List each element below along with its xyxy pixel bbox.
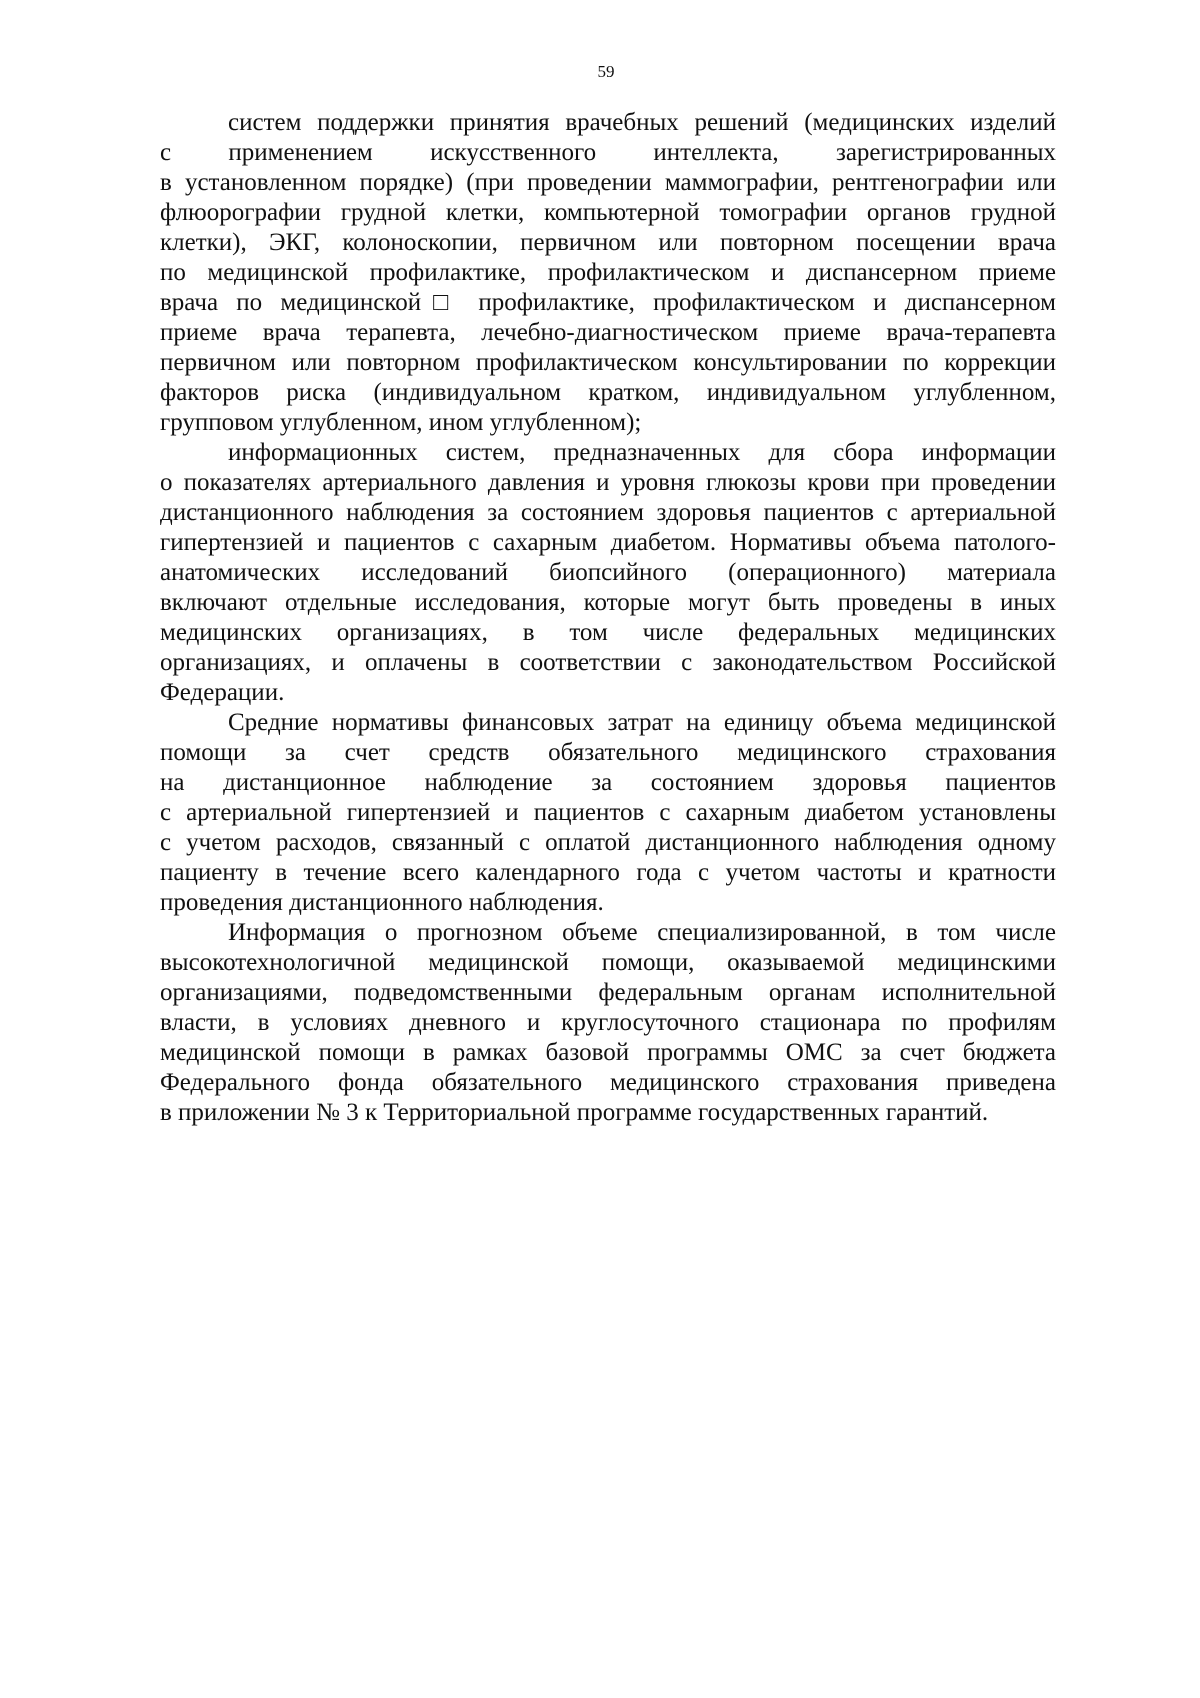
text-line: с применением искусственного интеллекта, зарегистрированных [160,139,1056,166]
text-line: медицинской помощи в рамках базовой программы ОМС за счет бюджета [160,1039,1056,1066]
text-line: гипертензией и пациентов с сахарным диабетом. Нормативы объема патолого- [160,529,1056,556]
text-line: медицинских организациях, в том числе федеральных медицинских [160,619,1056,646]
text-line: информационных систем, предназначенных для сбора информации [228,439,1056,466]
text-line: по медицинской профилактике, профилактическом и диспансерном приеме [160,259,1056,286]
text-line: пациенту в течение всего календарного года с учетом частоты и кратности [160,859,1056,886]
text-line: систем поддержки принятия врачебных решений (медицинских изделий [228,109,1056,136]
text-line: высокотехнологичной медицинской помощи, оказываемой медицинскими [160,949,1056,976]
text-line: организациями, подведомственными федеральным органам исполнительной [160,979,1056,1006]
text-line: с артериальной гипертензией и пациентов с сахарным диабетом установлены [160,799,1056,826]
text-line: клетки), ЭКГ, колоноскопии, первичном или повторном посещении врача [160,229,1056,256]
text-line: в установленном порядке) (при проведении маммографии, рентгенографии или [160,169,1056,196]
text-line: Средние нормативы финансовых затрат на единицу объема медицинской [228,709,1056,736]
paragraph [160,108,1056,438]
text-line: включают отдельные исследования, которые могут быть проведены в иных [160,589,1056,616]
text-line: групповом углубленном, ином углубленном); [160,409,642,436]
document-body [160,108,1056,1128]
text-line: дистанционного наблюдения за состоянием здоровья пациентов с артериальной [160,499,1056,526]
text-line: Федерации. [160,679,285,706]
text-line: в приложении № 3 к Территориальной программе государственных гарантий. [160,1099,989,1126]
text-line: приеме врача терапевта, лечебно-диагностическом приеме врача-терапевта [160,319,1056,346]
text-line: власти, в условиях дневного и круглосуточного стационара по профилям [160,1009,1056,1036]
paragraph [160,918,1056,1128]
text-line: факторов риска (индивидуальном кратком, индивидуальном углубленном, [160,379,1056,406]
text-line: флюорографии грудной клетки, компьютерной томографии органов грудной [160,199,1056,226]
text-line: врача по медицинской□ профилактике, профилактическом и диспансерном [160,289,1056,316]
text-line: анатомических исследований биопсийного (операционного) материала [160,559,1056,586]
text-line: на дистанционное наблюдение за состоянием здоровья пациентов [160,769,1056,796]
text-line: первичном или повторном профилактическом консультировании по коррекции [160,349,1056,376]
paragraph [160,708,1056,918]
text-line: организациях, и оплачены в соответствии с законодательством Российской [160,649,1056,676]
text-line: проведения дистанционного наблюдения. [160,889,604,916]
text-line: о показателях артериального давления и уровня глюкозы крови при проведении [160,469,1056,496]
text-line: помощи за счет средств обязательного медицинского страхования [160,739,1056,766]
paragraph [160,438,1056,708]
text-line: с учетом расходов, связанный с оплатой дистанционного наблюдения одному [160,829,1056,856]
text-line: Федерального фонда обязательного медицинского страхования приведена [160,1069,1056,1096]
page-number: 59 [597,62,615,81]
text-line: Информация о прогнозном объеме специализированной, в том числе [228,919,1056,946]
